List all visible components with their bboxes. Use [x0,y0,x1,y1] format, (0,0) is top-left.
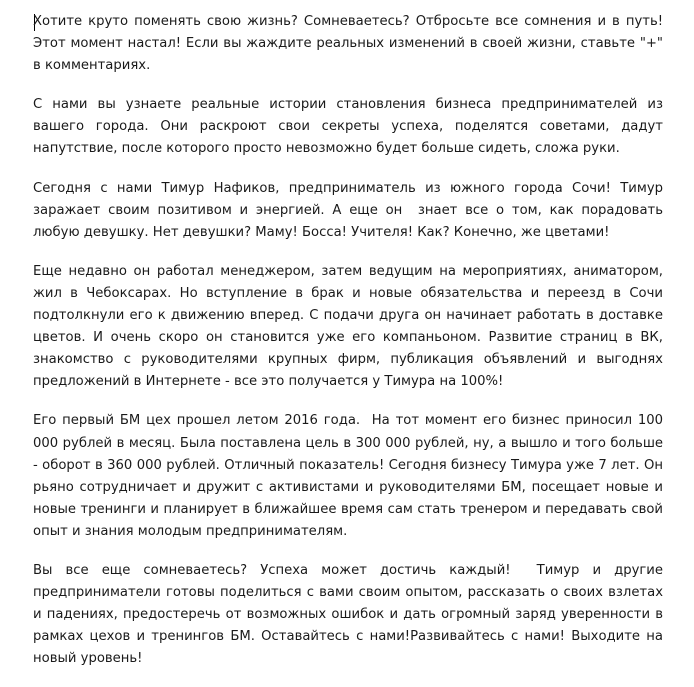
paragraph-6[interactable]: Вы все еще сомневаетесь? Успеха может достичь каждый! Тимур и другие предприниматели готовы поделиться с вами своим опытом, рассказать о своих взлетах и падениях, предостеречь от возможных ошибок и дать огромный заряд уверенности в рамках цехов и тренингов БМ. Оставайтесь с нами!Развивайтесь с нами! Выходите на новый уровень! [33,562,668,667]
paragraph-3[interactable]: Сегодня с нами Тимур Нафиков, предприниматель из южного города Сочи! Тимур заражает своим позитивом и энергией. А еще он знает все о том, как порадовать любую девушку. Нет девушки? Маму! Босса! Учителя! Как? Конечно, же цветами! [33,180,668,240]
document-body[interactable] [33,11,668,687]
paragraph-4[interactable]: Еще недавно он работал менеджером, затем ведущим на мероприятиях, аниматором, жил в Чебоксарах. Но вступление в брак и новые обязательства и переезд в Сочи подтолкнули его к движению вперед. С подачи друга он начинает работать в доставке цветов. И очень скоро он становится уже его компаньоном. Развитие страниц в ВК, знакомство с руководителями крупных фирм, публикация объявлений и выгоднях предложений в Интернете - все это получается у Тимура на 100%! [33,263,668,390]
paragraph-5[interactable]: Его первый БМ цех прошел летом 2016 года. На тот момент его бизнес приносил 100 000 рублей в месяц. Была поставлена цель в 300 000 рублей, ну, а вышло и того больше - оборот в 360 000 рублей. Отличный показатель! Сегодня бизнесу Тимура уже 7 лет. Он рьяно сотрудничает и дружит с активистами и руководителями БМ, посещает новые и новые тренинги и планирует в ближайшее время сам стать тренером и передавать свой опыт и знания молодым предпринимателям. [33,413,668,539]
paragraph-1[interactable]: Хотите круто поменять свою жизнь? Сомневаетесь? Отбросьте все сомнения и в путь! Этот момент настал! Если вы жаждите реальных изменений в своей жизни, ставьте "+" в комментариях. [33,14,668,74]
paragraph-2[interactable]: С нами вы узнаете реальные истории становления бизнеса предпринимателей из вашего города. Они раскроют свои секреты успеха, поделятся советами, дадут напутствие, после которого просто невозможно будет больше сидеть, сложа руки. [33,97,668,157]
